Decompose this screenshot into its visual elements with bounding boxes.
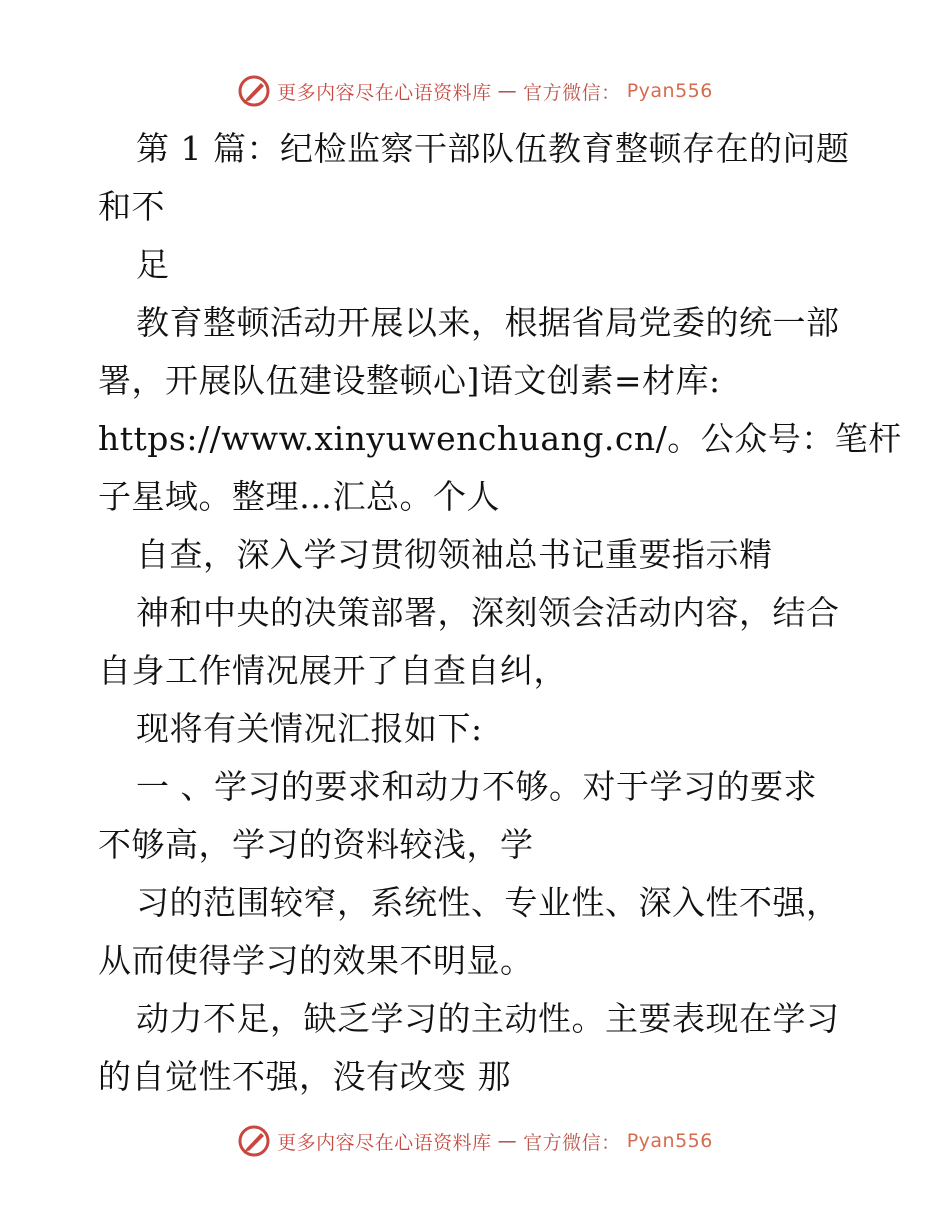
document-title-line: 足 [136,245,170,284]
banner-wechat-handle: Pyan556 [626,80,713,102]
paragraph-line: 从而使得学习的效果不明显。 [98,941,534,980]
paragraph-line: 一 、学习的要求和动力不够。对于学习的要求 [136,767,817,806]
banner-separator: — [497,1130,518,1152]
paragraph-line: https://www.xinyuwenchuang.cn/。公众号：笔杆 [98,419,902,458]
document-title-line: 第 1 篇：纪检监察干部队伍教育整顿存在的问题 [136,129,850,168]
paragraph-line: 动力不足，缺乏学习的主动性。主要表现在学习 [136,999,840,1038]
banner-separator: — [497,80,518,102]
paragraph-line: 的自觉性不强，没有改变 那 [98,1057,511,1096]
banner-brand-text: 更多内容尽在心语资料库 [277,1131,492,1154]
paragraph-line: 神和中央的决策部署，深刻领会活动内容，结合 [136,593,840,632]
footer-banner [0,1121,950,1161]
document-title-line: 和不 [98,187,165,226]
paragraph-line: 署，开展队伍建设整顿心]语文创素=材库: [98,361,721,400]
banner-wechat-handle: Pyan556 [626,1130,713,1152]
paragraph-line: 自身工作情况展开了自查自纠， [98,651,567,690]
quill-pen-circle-logo-icon [237,1124,271,1158]
quill-pen-circle-logo-icon [237,74,271,108]
banner-wechat-label: 官方微信： [523,1131,621,1154]
banner-wechat-label: 官方微信： [523,81,621,104]
paragraph-line: 自查，深入学习贯彻领袖总书记重要指示精 [136,535,773,574]
paragraph-line: 教育整顿活动开展以来，根据省局党委的统一部 [136,303,840,342]
paragraph-line: 不够高，学习的资料较浅，学 [98,825,534,864]
document-body [98,120,902,1106]
paragraph-line: 现将有关情况汇报如下: [136,709,483,748]
paragraph-line: 习的范围较窄，系统性、专业性、深入性不强， [136,883,840,922]
banner-brand-text: 更多内容尽在心语资料库 [277,81,492,104]
paragraph-line: 子星域。整理…汇总。个人 [98,477,500,516]
header-banner [0,71,950,111]
